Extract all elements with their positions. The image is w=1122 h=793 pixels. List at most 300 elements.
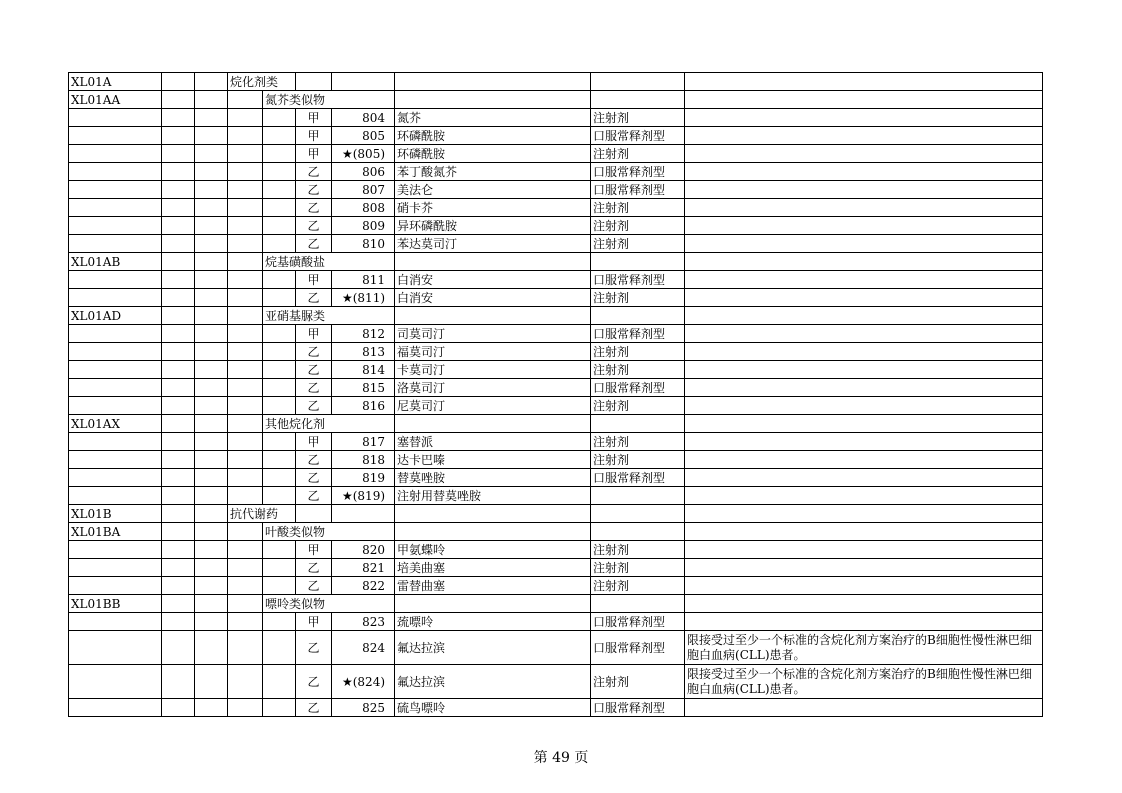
drug-name: 尼莫司汀 bbox=[395, 397, 591, 415]
empty-cell bbox=[228, 595, 263, 613]
drug-number: 815 bbox=[332, 379, 395, 397]
empty-cell bbox=[263, 325, 296, 343]
drug-name: 培美曲塞 bbox=[395, 559, 591, 577]
table-row bbox=[69, 181, 1043, 199]
drug-name: 白消安 bbox=[395, 271, 591, 289]
empty-cell bbox=[263, 631, 296, 665]
drug-name: 甲氨蝶呤 bbox=[395, 541, 591, 559]
empty-cell bbox=[685, 253, 1043, 271]
table-row bbox=[69, 613, 1043, 631]
empty-cell bbox=[228, 541, 263, 559]
empty-cell bbox=[263, 361, 296, 379]
drug-number: 804 bbox=[332, 109, 395, 127]
empty-cell bbox=[228, 415, 263, 433]
empty-cell bbox=[228, 163, 263, 181]
table-row bbox=[69, 415, 1043, 433]
drug-number: 806 bbox=[332, 163, 395, 181]
empty-cell bbox=[69, 699, 162, 717]
drug-name: 福莫司汀 bbox=[395, 343, 591, 361]
table-row bbox=[69, 541, 1043, 559]
empty-cell bbox=[162, 163, 195, 181]
drug-name: 塞替派 bbox=[395, 433, 591, 451]
drug-name: 洛莫司汀 bbox=[395, 379, 591, 397]
atc-code: XL01AB bbox=[69, 253, 162, 271]
empty-cell bbox=[332, 505, 395, 523]
empty-cell bbox=[162, 271, 195, 289]
empty-cell bbox=[228, 559, 263, 577]
empty-cell bbox=[195, 631, 228, 665]
restriction-note bbox=[685, 361, 1043, 379]
empty-cell bbox=[263, 541, 296, 559]
empty-cell bbox=[263, 217, 296, 235]
table-row bbox=[69, 559, 1043, 577]
dosage-form: 口服常释剂型 bbox=[591, 469, 685, 487]
drug-class: 乙 bbox=[296, 665, 332, 699]
drug-name: 硫鸟嘌呤 bbox=[395, 699, 591, 717]
empty-cell bbox=[395, 523, 591, 541]
dosage-form: 注射剂 bbox=[591, 199, 685, 217]
page-number: 第 49 页 bbox=[533, 750, 589, 766]
restriction-note: 限接受过至少一个标准的含烷化剂方案治疗的B细胞性慢性淋巴细胞白血病(CLL)患者。 bbox=[685, 665, 1043, 699]
table-row bbox=[69, 343, 1043, 361]
empty-cell bbox=[195, 307, 228, 325]
empty-cell bbox=[228, 271, 263, 289]
empty-cell bbox=[395, 253, 591, 271]
table-row bbox=[69, 595, 1043, 613]
empty-cell bbox=[162, 379, 195, 397]
drug-number: ★(811) bbox=[332, 289, 395, 307]
table-row bbox=[69, 145, 1043, 163]
drug-class: 甲 bbox=[296, 145, 332, 163]
empty-cell bbox=[162, 199, 195, 217]
table-row bbox=[69, 91, 1043, 109]
empty-cell bbox=[162, 397, 195, 415]
table-row bbox=[69, 451, 1043, 469]
restriction-note bbox=[685, 163, 1043, 181]
empty-cell bbox=[195, 361, 228, 379]
drug-class: 乙 bbox=[296, 379, 332, 397]
restriction-note bbox=[685, 109, 1043, 127]
drug-class: 甲 bbox=[296, 541, 332, 559]
restriction-note bbox=[685, 343, 1043, 361]
empty-cell bbox=[263, 145, 296, 163]
restriction-note bbox=[685, 199, 1043, 217]
drug-number: 808 bbox=[332, 199, 395, 217]
empty-cell bbox=[228, 361, 263, 379]
dosage-form: 口服常释剂型 bbox=[591, 127, 685, 145]
empty-cell bbox=[69, 127, 162, 145]
empty-cell bbox=[162, 613, 195, 631]
dosage-form: 口服常释剂型 bbox=[591, 613, 685, 631]
drug-class: 乙 bbox=[296, 469, 332, 487]
empty-cell bbox=[263, 433, 296, 451]
empty-cell bbox=[162, 505, 195, 523]
drug-number: 820 bbox=[332, 541, 395, 559]
empty-cell bbox=[263, 665, 296, 699]
empty-cell bbox=[228, 523, 263, 541]
empty-cell bbox=[69, 541, 162, 559]
empty-cell bbox=[195, 91, 228, 109]
empty-cell bbox=[69, 199, 162, 217]
empty-cell bbox=[69, 379, 162, 397]
drug-class: 甲 bbox=[296, 271, 332, 289]
drug-number: 814 bbox=[332, 361, 395, 379]
restriction-note bbox=[685, 397, 1043, 415]
empty-cell bbox=[69, 361, 162, 379]
subcategory-name: 氮芥类似物 bbox=[263, 91, 395, 109]
drug-name: 巯嘌呤 bbox=[395, 613, 591, 631]
atc-code: XL01A bbox=[69, 73, 162, 91]
empty-cell bbox=[263, 379, 296, 397]
empty-cell bbox=[195, 109, 228, 127]
drug-class: 甲 bbox=[296, 325, 332, 343]
drug-name: 雷替曲塞 bbox=[395, 577, 591, 595]
empty-cell bbox=[591, 253, 685, 271]
empty-cell bbox=[69, 433, 162, 451]
empty-cell bbox=[195, 379, 228, 397]
restriction-note bbox=[685, 271, 1043, 289]
empty-cell bbox=[69, 613, 162, 631]
empty-cell bbox=[591, 73, 685, 91]
table-row bbox=[69, 199, 1043, 217]
drug-name: 硝卡芥 bbox=[395, 199, 591, 217]
drug-number: 819 bbox=[332, 469, 395, 487]
drug-name: 达卡巴嗪 bbox=[395, 451, 591, 469]
dosage-form: 注射剂 bbox=[591, 145, 685, 163]
empty-cell bbox=[195, 145, 228, 163]
table-row bbox=[69, 631, 1043, 665]
empty-cell bbox=[162, 253, 195, 271]
dosage-form: 注射剂 bbox=[591, 541, 685, 559]
drug-class: 乙 bbox=[296, 397, 332, 415]
drug-name: 苯丁酸氮芥 bbox=[395, 163, 591, 181]
empty-cell bbox=[69, 289, 162, 307]
drug-name: 注射用替莫唑胺 bbox=[395, 487, 591, 505]
drug-class: 乙 bbox=[296, 487, 332, 505]
empty-cell bbox=[263, 577, 296, 595]
empty-cell bbox=[228, 235, 263, 253]
restriction-note bbox=[685, 379, 1043, 397]
drug-name: 卡莫司汀 bbox=[395, 361, 591, 379]
empty-cell bbox=[162, 343, 195, 361]
restriction-note bbox=[685, 469, 1043, 487]
empty-cell bbox=[162, 235, 195, 253]
table-row bbox=[69, 577, 1043, 595]
empty-cell bbox=[228, 577, 263, 595]
empty-cell bbox=[228, 665, 263, 699]
empty-cell bbox=[228, 217, 263, 235]
empty-cell bbox=[162, 487, 195, 505]
empty-cell bbox=[263, 127, 296, 145]
empty-cell bbox=[195, 577, 228, 595]
drug-number: ★(805) bbox=[332, 145, 395, 163]
drug-name: 美法仑 bbox=[395, 181, 591, 199]
dosage-form: 口服常释剂型 bbox=[591, 163, 685, 181]
empty-cell bbox=[263, 559, 296, 577]
empty-cell bbox=[162, 145, 195, 163]
empty-cell bbox=[162, 415, 195, 433]
empty-cell bbox=[69, 451, 162, 469]
empty-cell bbox=[228, 613, 263, 631]
empty-cell bbox=[69, 631, 162, 665]
empty-cell bbox=[591, 307, 685, 325]
dosage-form: 注射剂 bbox=[591, 109, 685, 127]
empty-cell bbox=[162, 217, 195, 235]
empty-cell bbox=[228, 469, 263, 487]
table-row bbox=[69, 289, 1043, 307]
restriction-note bbox=[685, 487, 1043, 505]
drug-class: 乙 bbox=[296, 181, 332, 199]
drug-number: 809 bbox=[332, 217, 395, 235]
empty-cell bbox=[195, 181, 228, 199]
empty-cell bbox=[263, 487, 296, 505]
empty-cell bbox=[195, 217, 228, 235]
empty-cell bbox=[195, 487, 228, 505]
empty-cell bbox=[195, 253, 228, 271]
drug-class: 甲 bbox=[296, 127, 332, 145]
dosage-form: 口服常释剂型 bbox=[591, 181, 685, 199]
empty-cell bbox=[195, 613, 228, 631]
drug-class: 乙 bbox=[296, 235, 332, 253]
dosage-form: 口服常释剂型 bbox=[591, 379, 685, 397]
drug-class: 乙 bbox=[296, 451, 332, 469]
drug-class: 乙 bbox=[296, 289, 332, 307]
dosage-form: 口服常释剂型 bbox=[591, 631, 685, 665]
empty-cell bbox=[395, 91, 591, 109]
drug-number: ★(824) bbox=[332, 665, 395, 699]
table-row bbox=[69, 217, 1043, 235]
category-name: 烷化剂类 bbox=[228, 73, 296, 91]
empty-cell bbox=[263, 451, 296, 469]
empty-cell bbox=[195, 541, 228, 559]
table-row bbox=[69, 109, 1043, 127]
empty-cell bbox=[228, 289, 263, 307]
dosage-form: 注射剂 bbox=[591, 577, 685, 595]
restriction-note bbox=[685, 541, 1043, 559]
empty-cell bbox=[195, 433, 228, 451]
empty-cell bbox=[162, 73, 195, 91]
table-row bbox=[69, 487, 1043, 505]
empty-cell bbox=[195, 199, 228, 217]
drug-class: 乙 bbox=[296, 559, 332, 577]
empty-cell bbox=[162, 91, 195, 109]
drug-name: 苯达莫司汀 bbox=[395, 235, 591, 253]
table-row bbox=[69, 433, 1043, 451]
dosage-form bbox=[591, 487, 685, 505]
empty-cell bbox=[69, 487, 162, 505]
empty-cell bbox=[228, 181, 263, 199]
empty-cell bbox=[685, 415, 1043, 433]
empty-cell bbox=[685, 523, 1043, 541]
empty-cell bbox=[195, 523, 228, 541]
dosage-form: 注射剂 bbox=[591, 289, 685, 307]
empty-cell bbox=[685, 307, 1043, 325]
empty-cell bbox=[296, 73, 332, 91]
drug-number: 810 bbox=[332, 235, 395, 253]
empty-cell bbox=[591, 595, 685, 613]
empty-cell bbox=[395, 73, 591, 91]
drug-name: 氮芥 bbox=[395, 109, 591, 127]
dosage-form: 注射剂 bbox=[591, 343, 685, 361]
dosage-form: 注射剂 bbox=[591, 235, 685, 253]
restriction-note bbox=[685, 433, 1043, 451]
drug-number: 807 bbox=[332, 181, 395, 199]
dosage-form: 口服常释剂型 bbox=[591, 271, 685, 289]
empty-cell bbox=[263, 181, 296, 199]
dosage-form: 注射剂 bbox=[591, 451, 685, 469]
subcategory-name: 叶酸类似物 bbox=[263, 523, 395, 541]
table-row bbox=[69, 235, 1043, 253]
drug-class: 乙 bbox=[296, 699, 332, 717]
table-row bbox=[69, 253, 1043, 271]
empty-cell bbox=[162, 541, 195, 559]
empty-cell bbox=[685, 73, 1043, 91]
drug-name: 氟达拉滨 bbox=[395, 631, 591, 665]
drug-class: 甲 bbox=[296, 433, 332, 451]
empty-cell bbox=[69, 559, 162, 577]
table-row bbox=[69, 505, 1043, 523]
drug-number: 813 bbox=[332, 343, 395, 361]
drug-name: 环磷酰胺 bbox=[395, 127, 591, 145]
category-name: 抗代谢药 bbox=[228, 505, 296, 523]
atc-code: XL01AA bbox=[69, 91, 162, 109]
table-row bbox=[69, 163, 1043, 181]
empty-cell bbox=[263, 397, 296, 415]
restriction-note: 限接受过至少一个标准的含烷化剂方案治疗的B细胞性慢性淋巴细胞白血病(CLL)患者。 bbox=[685, 631, 1043, 665]
drug-class: 乙 bbox=[296, 631, 332, 665]
table-row bbox=[69, 523, 1043, 541]
subcategory-name: 亚硝基脲类 bbox=[263, 307, 395, 325]
restriction-note bbox=[685, 451, 1043, 469]
empty-cell bbox=[162, 289, 195, 307]
table-row bbox=[69, 325, 1043, 343]
empty-cell bbox=[69, 271, 162, 289]
empty-cell bbox=[69, 577, 162, 595]
empty-cell bbox=[228, 307, 263, 325]
empty-cell bbox=[162, 595, 195, 613]
drug-name: 氟达拉滨 bbox=[395, 665, 591, 699]
empty-cell bbox=[395, 415, 591, 433]
drug-name: 白消安 bbox=[395, 289, 591, 307]
restriction-note bbox=[685, 217, 1043, 235]
empty-cell bbox=[296, 505, 332, 523]
dosage-form: 注射剂 bbox=[591, 433, 685, 451]
empty-cell bbox=[228, 127, 263, 145]
restriction-note bbox=[685, 577, 1043, 595]
atc-code: XL01AD bbox=[69, 307, 162, 325]
empty-cell bbox=[162, 577, 195, 595]
empty-cell bbox=[395, 595, 591, 613]
drug-table bbox=[68, 72, 1043, 717]
empty-cell bbox=[228, 145, 263, 163]
table-row bbox=[69, 665, 1043, 699]
drug-class: 甲 bbox=[296, 109, 332, 127]
empty-cell bbox=[263, 289, 296, 307]
empty-cell bbox=[263, 343, 296, 361]
atc-code: XL01AX bbox=[69, 415, 162, 433]
empty-cell bbox=[195, 665, 228, 699]
restriction-note bbox=[685, 613, 1043, 631]
empty-cell bbox=[69, 163, 162, 181]
drug-name: 司莫司汀 bbox=[395, 325, 591, 343]
empty-cell bbox=[228, 325, 263, 343]
empty-cell bbox=[195, 235, 228, 253]
drug-number: 822 bbox=[332, 577, 395, 595]
table-row bbox=[69, 73, 1043, 91]
restriction-note bbox=[685, 699, 1043, 717]
empty-cell bbox=[228, 397, 263, 415]
table-row bbox=[69, 127, 1043, 145]
empty-cell bbox=[685, 595, 1043, 613]
empty-cell bbox=[195, 415, 228, 433]
drug-name: 替莫唑胺 bbox=[395, 469, 591, 487]
empty-cell bbox=[685, 505, 1043, 523]
drug-name: 环磷酰胺 bbox=[395, 145, 591, 163]
table-row bbox=[69, 469, 1043, 487]
empty-cell bbox=[263, 469, 296, 487]
empty-cell bbox=[69, 343, 162, 361]
empty-cell bbox=[195, 595, 228, 613]
table-row bbox=[69, 271, 1043, 289]
empty-cell bbox=[228, 433, 263, 451]
empty-cell bbox=[263, 613, 296, 631]
restriction-note bbox=[685, 289, 1043, 307]
table-row bbox=[69, 379, 1043, 397]
empty-cell bbox=[263, 235, 296, 253]
empty-cell bbox=[228, 343, 263, 361]
drug-number: 825 bbox=[332, 699, 395, 717]
empty-cell bbox=[162, 665, 195, 699]
empty-cell bbox=[591, 523, 685, 541]
empty-cell bbox=[228, 699, 263, 717]
empty-cell bbox=[195, 505, 228, 523]
empty-cell bbox=[69, 469, 162, 487]
empty-cell bbox=[591, 415, 685, 433]
empty-cell bbox=[195, 127, 228, 145]
table-row bbox=[69, 397, 1043, 415]
table-row bbox=[69, 307, 1043, 325]
empty-cell bbox=[195, 469, 228, 487]
drug-number: 823 bbox=[332, 613, 395, 631]
drug-class: 乙 bbox=[296, 577, 332, 595]
atc-code: XL01BA bbox=[69, 523, 162, 541]
restriction-note bbox=[685, 181, 1043, 199]
drug-name: 异环磷酰胺 bbox=[395, 217, 591, 235]
empty-cell bbox=[395, 307, 591, 325]
empty-cell bbox=[195, 343, 228, 361]
drug-number: 811 bbox=[332, 271, 395, 289]
drug-class: 乙 bbox=[296, 217, 332, 235]
dosage-form: 注射剂 bbox=[591, 559, 685, 577]
empty-cell bbox=[69, 181, 162, 199]
empty-cell bbox=[162, 523, 195, 541]
drug-number: ★(819) bbox=[332, 487, 395, 505]
atc-code: XL01BB bbox=[69, 595, 162, 613]
empty-cell bbox=[162, 559, 195, 577]
empty-cell bbox=[228, 631, 263, 665]
empty-cell bbox=[263, 271, 296, 289]
drug-number: 816 bbox=[332, 397, 395, 415]
restriction-note bbox=[685, 235, 1043, 253]
empty-cell bbox=[591, 505, 685, 523]
empty-cell bbox=[69, 397, 162, 415]
empty-cell bbox=[69, 235, 162, 253]
dosage-form: 口服常释剂型 bbox=[591, 325, 685, 343]
subcategory-name: 嘌呤类似物 bbox=[263, 595, 395, 613]
drug-class: 乙 bbox=[296, 163, 332, 181]
drug-number: 812 bbox=[332, 325, 395, 343]
empty-cell bbox=[591, 91, 685, 109]
